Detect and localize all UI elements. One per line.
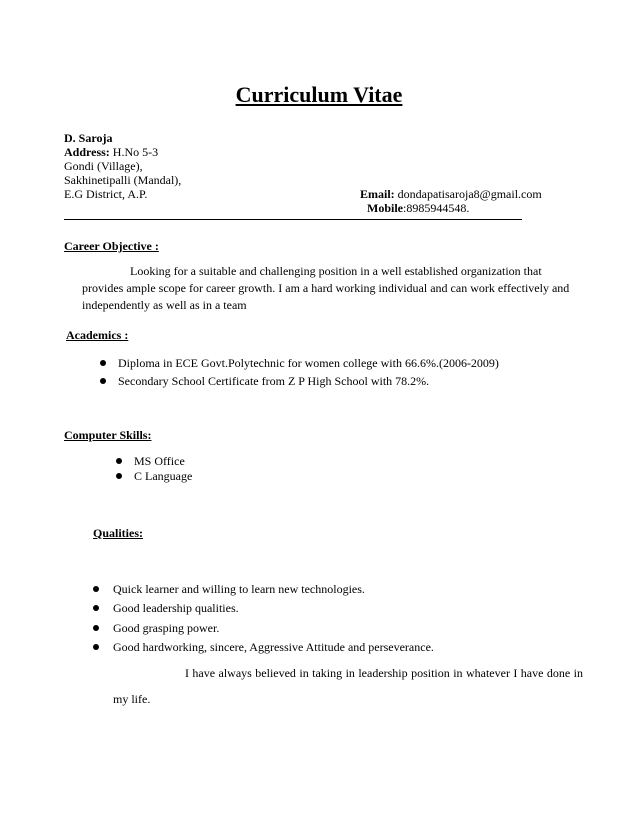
academics-heading: Academics :	[66, 328, 129, 342]
mobile-line	[367, 201, 469, 215]
closing-statement: I have always believed in taking in leadership position in whatever I have done in my life.	[113, 666, 583, 706]
bullet-icon	[93, 605, 99, 611]
candidate-name: D. Saroja	[64, 131, 113, 145]
qualities-heading: Qualities:	[93, 526, 143, 540]
quality-item: Quick learner and willing to learn new technologies.	[113, 582, 365, 596]
quality-item: Good leadership qualities.	[113, 601, 239, 615]
separator-rule	[64, 219, 522, 220]
address-label: Address:	[64, 145, 110, 159]
mobile-label: Mobile	[367, 201, 403, 215]
academics-item: Diploma in ECE Govt.Polytechnic for women college with 66.6%.(2006-2009)	[118, 356, 499, 370]
skill-item: MS Office	[134, 454, 185, 468]
address-line-4: E.G District, A.P.	[64, 187, 148, 201]
bullet-icon	[116, 473, 122, 479]
career-objective-heading: Career Objective :	[64, 239, 159, 253]
mobile-value: :8985944548.	[403, 201, 470, 215]
quality-item: Good grasping power.	[113, 621, 220, 635]
skill-item: C Language	[134, 469, 193, 483]
bullet-icon	[100, 360, 106, 366]
address-line-2: Gondi (Village),	[64, 159, 143, 173]
email-line	[360, 187, 542, 201]
bullet-icon	[100, 378, 106, 384]
quality-item: Good hardworking, sincere, Aggressive Attitude and perseverance.	[113, 640, 434, 654]
career-objective-text: Looking for a suitable and challenging position in a well established organization that provides ample scope for career growth. I am a hard working individual and can work effectively and independently as well as in a team	[82, 264, 570, 312]
email-label: Email:	[360, 187, 395, 201]
bullet-icon	[116, 458, 122, 464]
bullet-icon	[93, 625, 99, 631]
email-value: dondapatisaroja8@gmail.com	[397, 187, 542, 201]
academics-item: Secondary School Certificate from Z P High School with 78.2%.	[118, 374, 430, 388]
address-line-1: Address: H.No 5-3	[64, 145, 159, 159]
address-line-3: Sakhinetipalli (Mandal),	[64, 173, 182, 187]
page-title: Curriculum Vitae	[235, 82, 403, 107]
computer-skills-heading: Computer Skills:	[64, 428, 152, 442]
bullet-icon	[93, 644, 99, 650]
bullet-icon	[93, 586, 99, 592]
